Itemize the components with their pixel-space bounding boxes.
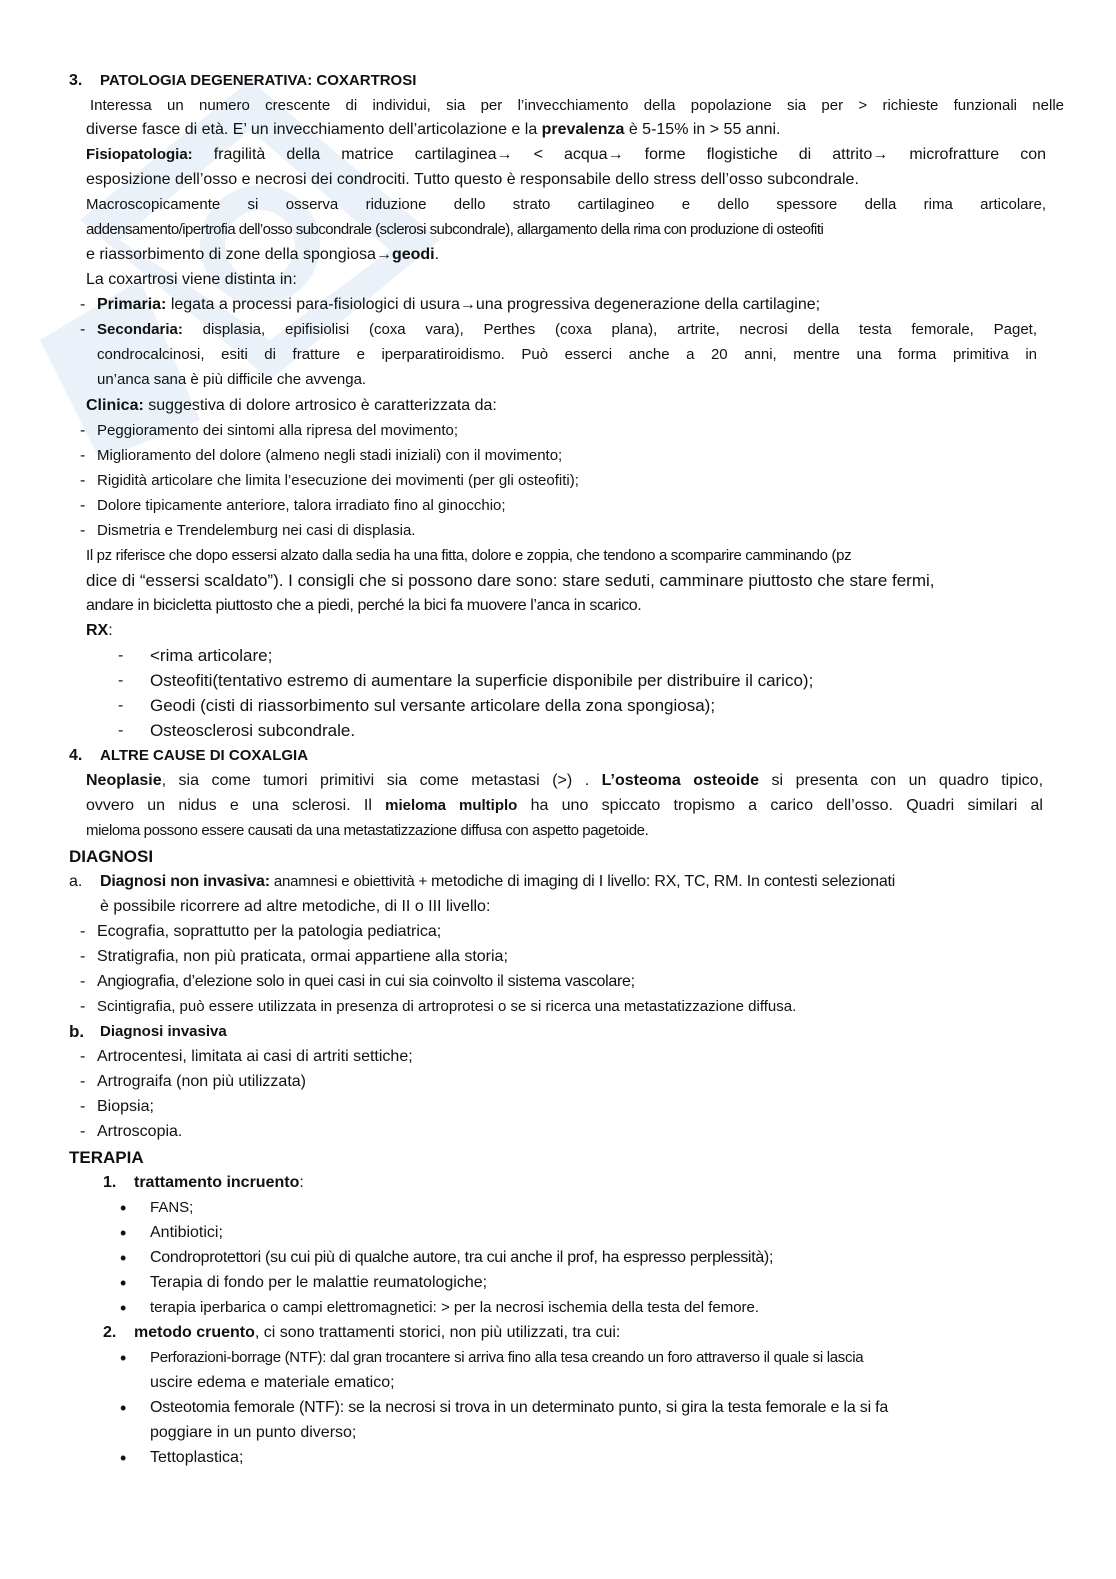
list-item: Peggioramento dei sintomi alla ripresa del movimento;: [97, 422, 459, 439]
paragraph-line: Neoplasie, sia come tumori primitivi sia come metastasi (>) . L’osteoma osteoide si presenta con un quadro tipico,: [86, 772, 1043, 789]
bullet-icon: •: [120, 1273, 127, 1293]
bullet-icon: •: [120, 1398, 127, 1418]
heading-diagnosi: DIAGNOSI: [69, 847, 154, 866]
paragraph-line: Clinica: suggestiva di dolore artrosico è caratterizzata da:: [86, 397, 497, 414]
list-item: Artrocentesi, limitata ai casi di artriti settiche;: [97, 1048, 413, 1065]
paragraph-line: addensamento/ipertrofia dell’osso subcondrale (sclerosi subcondrale), allargamento della rima con produzione di osteofiti: [86, 221, 824, 238]
paragraph-line: ovvero un nidus e una sclerosi. Il mieloma multiplo ha uno spiccato tropismo a carico dell’osso. Quadri similari al: [86, 797, 1043, 814]
list-item: Terapia di fondo per le malattie reumatologiche;: [150, 1274, 488, 1291]
dash-marker: -: [80, 948, 86, 965]
section-number: 3.: [69, 72, 83, 89]
list-item-title: Diagnosi invasiva: [100, 1023, 227, 1040]
dash-marker: -: [80, 973, 86, 990]
list-item: <rima articolare;: [150, 646, 273, 665]
list-item: Stratigrafia, non più praticata, ormai appartiene alla storia;: [97, 948, 508, 965]
dash-marker: -: [118, 697, 124, 714]
dash-marker: -: [80, 472, 86, 489]
list-item: FANS;: [150, 1199, 194, 1216]
paragraph-line: esposizione dell’osso e necrosi dei condrociti. Tutto questo è responsabile dello stress dell’osso subcondrale.: [86, 171, 859, 188]
bullet-icon: •: [120, 1348, 127, 1368]
section-title: ALTRE CAUSE DI COXALGIA: [100, 747, 309, 764]
dash-marker: -: [118, 672, 124, 689]
list-item: Biopsia;: [97, 1098, 154, 1115]
paragraph-line: Interessa un numero crescente di individui, sia per l’invecchiamento della popolazione sia per > richieste funzionali nelle: [90, 97, 1064, 114]
dash-marker: -: [80, 1048, 86, 1065]
dash-marker: -: [80, 447, 86, 464]
bullet-icon: •: [120, 1223, 127, 1243]
list-item: terapia iperbarica o campi elettromagnetici: > per la necrosi ischemia della testa del femore.: [150, 1299, 760, 1316]
dash-marker: -: [80, 422, 86, 439]
section-title: PATOLOGIA DEGENERATIVA: COXARTROSI: [100, 72, 417, 89]
dash-marker: -: [80, 522, 86, 539]
dash-marker: -: [80, 497, 86, 514]
list-item-title: trattamento incruento:: [134, 1174, 304, 1191]
list-item: Secondaria: displasia, epifisiolisi (coxa vara), Perthes (coxa plana), artrite, necrosi della testa femorale, Paget,: [97, 321, 1037, 338]
paragraph-line: Fisiopatologia: fragilità della matrice cartilaginea→ < acqua→ forme flogistiche di attrito→ microfratture con: [86, 146, 1046, 163]
bullet-icon: •: [120, 1248, 127, 1268]
paragraph-line: Macroscopicamente si osserva riduzione dello strato cartilagineo e dello spessore della rima articolare,: [86, 196, 1046, 213]
list-item: Primaria: legata a processi para-fisiologici di usura→una progressiva degenerazione della cartilagine;: [97, 296, 821, 313]
list-marker: b.: [69, 1022, 85, 1041]
dash-marker: -: [80, 1073, 86, 1090]
list-item: Perforazioni-borrage (NTF): dal gran trocantere si arriva fino alla tesa creando un foro attraverso il quale si lascia: [150, 1349, 864, 1366]
paragraph-line: e riassorbimento di zone della spongiosa→geodi.: [86, 246, 440, 263]
bullet-icon: •: [120, 1298, 127, 1318]
bullet-icon: •: [120, 1198, 127, 1218]
list-item: Diagnosi non invasiva: anamnesi e obiettività + metodiche di imaging di I livello: RX, TC, RM. In contesti selezionati: [100, 873, 896, 890]
dash-marker: -: [80, 998, 86, 1015]
heading-terapia: TERAPIA: [69, 1148, 144, 1167]
list-item: Osteotomia femorale (NTF): se la necrosi si trova in un determinato punto, si gira la testa femorale e la si fa: [150, 1399, 889, 1416]
paragraph-line: La coxartrosi viene distinta in:: [86, 271, 297, 288]
list-item: Condroprotettori (su cui più di qualche autore, tra cui anche il prof, ha espresso perplessità);: [150, 1249, 774, 1266]
list-item-title: metodo cruento, ci sono trattamenti storici, non più utilizzati, tra cui:: [134, 1324, 621, 1341]
list-item: Ecografia, soprattutto per la patologia pediatrica;: [97, 923, 442, 940]
list-item: è possibile ricorrere ad altre metodiche, di II o III livello:: [100, 898, 491, 915]
list-item: Dismetria e Trendelemburg nei casi di displasia.: [97, 522, 416, 539]
dash-marker: -: [118, 647, 124, 664]
list-item: poggiare in un punto diverso;: [150, 1424, 357, 1441]
list-item: Artroscopia.: [97, 1123, 183, 1140]
bullet-icon: •: [120, 1448, 127, 1468]
list-item: Osteofiti(tentativo estremo di aumentare la superficie disponibile per distribuire il carico);: [150, 671, 814, 690]
dash-marker: -: [80, 296, 86, 313]
list-item: Tettoplastica;: [150, 1449, 244, 1466]
list-item: Angiografia, d’elezione solo in quei casi in cui sia coinvolto il sistema vascolare;: [97, 973, 635, 990]
list-item: uscire edema e materiale ematico;: [150, 1374, 395, 1391]
list-item: un’anca sana è più difficile che avvenga.: [97, 371, 367, 388]
list-marker: a.: [69, 873, 83, 890]
list-item: Rigidità articolare che limita l’esecuzione dei movimenti (per gli osteofiti);: [97, 472, 579, 489]
list-item: Antibiotici;: [150, 1224, 223, 1241]
list-item: Artrograifa (non più utilizzata): [97, 1073, 306, 1090]
list-item: Scintigrafia, può essere utilizzata in presenza di artroprotesi o se si ricerca una metastatizzazione diffusa.: [97, 998, 797, 1015]
section-number: 4.: [69, 747, 83, 764]
list-marker: 1.: [103, 1174, 117, 1191]
dash-marker: -: [118, 722, 124, 739]
list-item: Geodi (cisti di riassorbimento sul versante articolare della zona spongiosa);: [150, 696, 716, 715]
list-item: Dolore tipicamente anteriore, talora irradiato fino al ginocchio;: [97, 497, 506, 514]
paragraph-line: mieloma possono essere causati da una metastatizzazione diffusa con aspetto pagetoide.: [86, 822, 649, 839]
paragraph-line: andare in bicicletta piuttosto che a piedi, perché la bici fa muovere l’anca in scarico.: [86, 597, 642, 614]
list-item: condrocalcinosi, esiti di fratture e iperparatiroidismo. Può esserci anche a 20 anni, mentre una forma primitiva in: [97, 346, 1037, 363]
paragraph-line: RX:: [86, 622, 113, 639]
paragraph-line: dice di “essersi scaldato”). I consigli che si possono dare sono: stare seduti, camminare piuttosto che stare fermi,: [86, 571, 935, 590]
dash-marker: -: [80, 923, 86, 940]
dash-marker: -: [80, 321, 86, 338]
paragraph-line: Il pz riferisce che dopo essersi alzato dalla sedia ha una fitta, dolore e zoppia, che tendono a scomparire camminando (pz: [86, 547, 852, 564]
list-item: Osteosclerosi subcondrale.: [150, 721, 356, 740]
paragraph-line: diverse fasce di età. E’ un invecchiamento dell’articolazione e la prevalenza è 5-15% in > 55 anni.: [86, 121, 781, 138]
dash-marker: -: [80, 1123, 86, 1140]
dash-marker: -: [80, 1098, 86, 1115]
list-marker: 2.: [103, 1324, 117, 1341]
list-item: Miglioramento del dolore (almeno negli stadi iniziali) con il movimento;: [97, 447, 563, 464]
